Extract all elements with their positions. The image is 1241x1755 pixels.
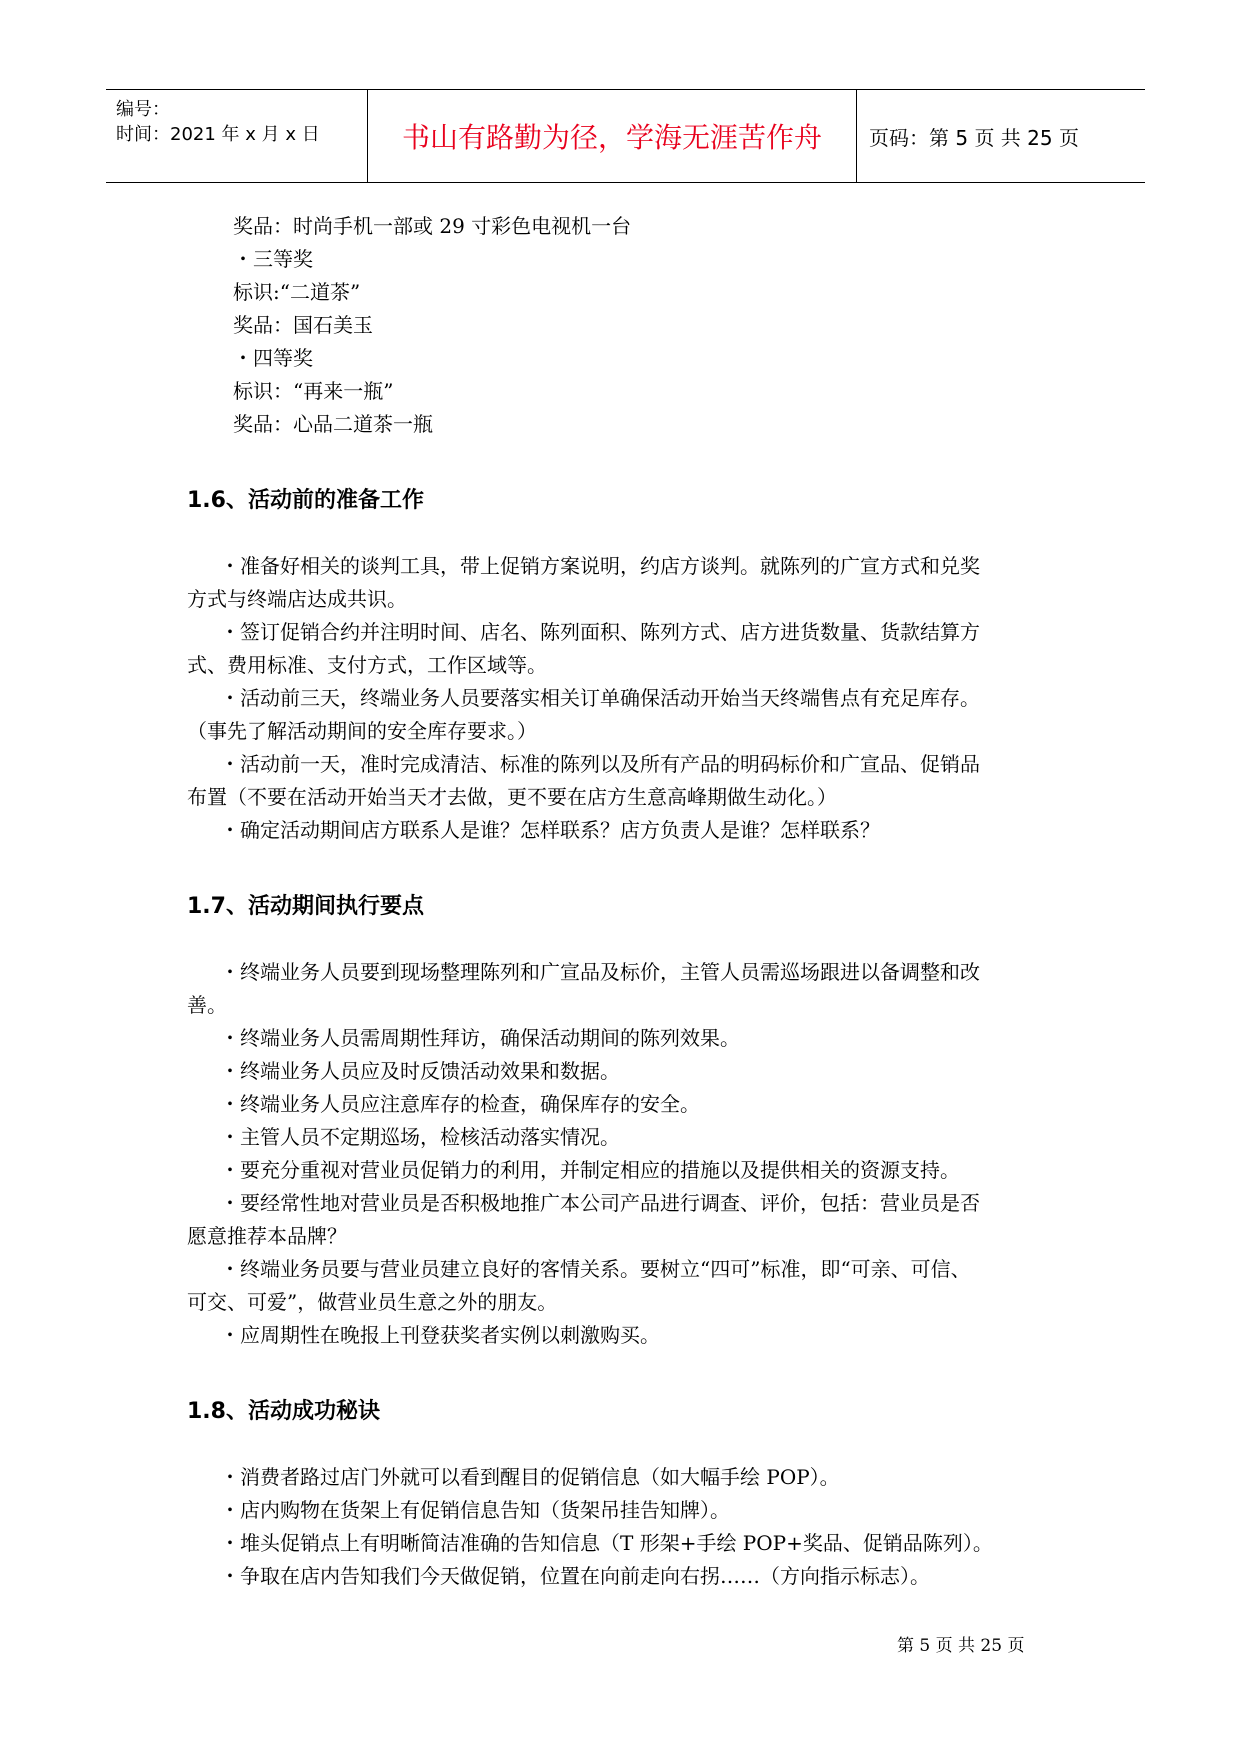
section-heading-1-7: 1.7、活动期间执行要点 [187, 894, 424, 919]
header-meta [106, 90, 368, 182]
prize-line: ・三等奖 [233, 247, 313, 271]
paragraph-line: ・活动前一天，准时完成清洁、标准的陈列以及所有产品的明码标价和广宣品、促销品 [220, 752, 980, 776]
paragraph-line: ・终端业务人员需周期性拜访，确保活动期间的陈列效果。 [220, 1026, 740, 1050]
paragraph-line: ・要充分重视对营业员促销力的利用，并制定相应的措施以及提供相关的资源支持。 [220, 1158, 960, 1182]
prize-line: ・四等奖 [233, 346, 313, 370]
prize-line: 标识：“再来一瓶” [233, 379, 394, 403]
page-footer: 第 5 页 共 25 页 [897, 1636, 1025, 1656]
paragraph-line: ・争取在店内告知我们今天做促销，位置在向前走向右拐……（方向指示标志）。 [220, 1564, 930, 1588]
paragraph-line: 善。 [187, 993, 227, 1017]
paragraph-line: （事先了解活动期间的安全库存要求。） [187, 719, 537, 743]
prize-line: 奖品：时尚手机一部或 29 寸彩色电视机一台 [233, 214, 632, 238]
paragraph-line: ・应周期性在晚报上刊登获奖者实例以刺激购买。 [220, 1323, 660, 1347]
paragraph-line: ・店内购物在货架上有促销信息告知（货架吊挂告知牌）。 [220, 1498, 730, 1522]
paragraph-line: ・堆头促销点上有明晰简洁准确的告知信息（T 形架+手绘 POP+奖品、促销品陈列）。 [220, 1531, 993, 1555]
paragraph-line: 方式与终端店达成共识。 [187, 587, 407, 611]
section-heading-1-6: 1.6、活动前的准备工作 [187, 488, 424, 513]
paragraph-line: 布置（不要在活动开始当天才去做，更不要在店方生意高峰期做生动化。） [187, 785, 837, 809]
paragraph-line: ・终端业务人员应注意库存的检查，确保库存的安全。 [220, 1092, 700, 1116]
page-header [106, 89, 1145, 183]
prize-line: 标识:“二道茶” [233, 280, 361, 304]
prize-line: 奖品：国石美玉 [233, 313, 373, 337]
document-number-label: 编号： [116, 99, 170, 120]
paragraph-line: ・签订促销合约并注明时间、店名、陈列面积、陈列方式、店方进货数量、货款结算方 [220, 620, 980, 644]
paragraph-line: 式、费用标准、支付方式，工作区域等。 [187, 653, 547, 677]
header-page-number: 页码：第 5 页 共 25 页 [869, 125, 1079, 150]
paragraph-line: ・消费者路过店门外就可以看到醒目的促销信息（如大幅手绘 POP）。 [220, 1465, 840, 1489]
header-motto: 书山有路勤为径，学海无涯苦作舟 [368, 90, 857, 182]
paragraph-line: ・终端业务员要与营业员建立良好的客情关系。要树立“四可”标准，即“可亲、可信、 [220, 1257, 971, 1281]
document-date: 时间：2021 年 x 月 x 日 [116, 124, 320, 145]
section-heading-1-8: 1.8、活动成功秘诀 [187, 1399, 380, 1424]
paragraph-line: ・要经常性地对营业员是否积极地推广本公司产品进行调查、评价，包括：营业员是否 [220, 1191, 980, 1215]
paragraph-line: 愿意推荐本品牌？ [187, 1224, 347, 1248]
prize-line: 奖品：心品二道茶一瓶 [233, 412, 433, 436]
paragraph-line: ・准备好相关的谈判工具，带上促销方案说明，约店方谈判。就陈列的广宣方式和兑奖 [220, 554, 980, 578]
paragraph-line: ・活动前三天，终端业务人员要落实相关订单确保活动开始当天终端售点有充足库存。 [220, 686, 980, 710]
paragraph-line: ・主管人员不定期巡场，检核活动落实情况。 [220, 1125, 620, 1149]
paragraph-line: ・终端业务人员要到现场整理陈列和广宣品及标价，主管人员需巡场跟进以备调整和改 [220, 960, 980, 984]
paragraph-line: ・终端业务人员应及时反馈活动效果和数据。 [220, 1059, 620, 1083]
paragraph-line: ・确定活动期间店方联系人是谁？怎样联系？店方负责人是谁？怎样联系？ [220, 818, 880, 842]
paragraph-line: 可交、可爱”，做营业员生意之外的朋友。 [187, 1290, 558, 1314]
